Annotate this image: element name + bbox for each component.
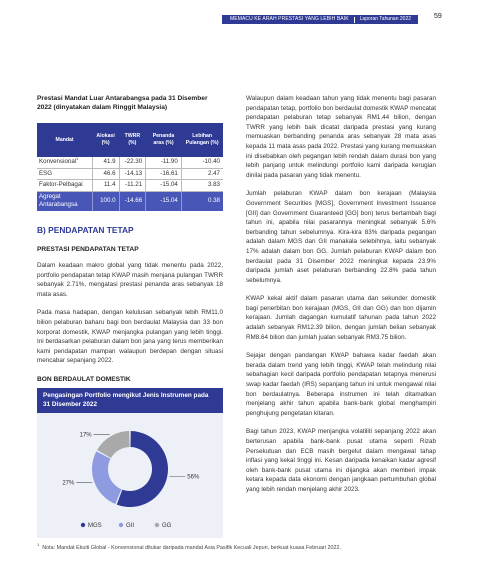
col-header-alokasi: Alokasi (%) [92, 123, 119, 157]
legend-marker-gg [155, 523, 159, 527]
legend-marker-gii [119, 523, 123, 527]
cell-penanda: -15.04 [146, 191, 182, 211]
cell-twrr: -14.66 [119, 191, 146, 211]
body-paragraph: Dalam keadaan makro global yang tidak menentu pada 2022, portfolio pendapatan tetap KWAP masih menjana pulangan TWRR sebanyak 2.71%, mengatasi prestasi penanda aras sebanyak 18 mata asas. [37, 261, 223, 298]
row-label: ESG [37, 168, 92, 180]
body-paragraph: Jumlah pelaburan KWAP dalam bon kerajaan (Malaysia Government Securities [MGS], Government Investment Issuance [GII] dan Government Guaranteed [GG] bon) terus bertambah bagi tahun ini, apabila nilai pasarannya meningkat sebanyak 5.6% berbanding tahun sebelumnya. Kira-kira 83% daripada pegangan adalah dalam MGS dan GII manakala selebihnya, iaitu sebanyak 17% adalah dalam bon GG. Jumlah pelaburan KWAP dalam bon berdaulat pada 31 Disember 2022 meningkat kepada 23.9% daripada jumlah aset pelaburan berbanding 22.8% pada tahun sebelumnya. [246, 190, 436, 284]
cell-lebihan: 3.83 [181, 180, 223, 192]
subheading-bon: BON BERDAULAT DOMESTIK [37, 375, 131, 383]
running-header [222, 15, 418, 24]
header-report-title: Laporan Tahunan 2022 [359, 16, 412, 22]
section-heading: B) PENDAPATAN TETAP [37, 224, 134, 235]
cell-lebihan: -10.40 [181, 157, 223, 168]
pie-chart [37, 413, 223, 538]
left-column [37, 94, 223, 538]
body-paragraph: Walaupun dalam keadaan tahun yang tidak menentu bagi pasaran pendapatan tetap, portfolio bon berdaulat domestik KWAP mencatat pendapatan pelaburan tetap sebanyak RM1.44 bilion, dengan TWRR yang lebih baik dicatat daripada prestasi yang kurang memuaskan berbanding penanda aras sebanyak 28 mata asas kepada 11 mata asas pada 2022. Prestasi yang kurang memuaskan ini disebabkan oleh pegangan lebih rendah dalam durasi bon yang lebih panjang untuk melindungi portfolio kami daripada kerugian dinilai pada pasaran yang tidak menentu. [246, 95, 436, 179]
cell-alokasi: 11.4 [92, 180, 119, 192]
data-label-mgs: 56% [187, 474, 200, 481]
col-header-penanda: Penanda aras (%) [146, 123, 182, 157]
data-label-gg: 17% [79, 432, 92, 439]
right-column [246, 94, 436, 504]
cell-twrr: -11.21 [119, 180, 146, 192]
cell-twrr: -22.30 [119, 157, 146, 168]
data-label-gii: 27% [62, 480, 75, 487]
table-row [37, 180, 223, 192]
table-header-row [37, 123, 223, 157]
table-row [37, 168, 223, 180]
legend-marker-mgs [81, 523, 85, 527]
cell-penanda: -11.90 [146, 157, 182, 168]
header-section-title: MEMACU KE ARAH PRESTASI YANG LEBIH BAIK [230, 16, 349, 22]
legend-label-mgs: MGS [88, 523, 102, 530]
cell-penanda: -15.04 [146, 180, 182, 192]
row-label: Faktor-Pelbagai [37, 180, 92, 192]
col-header-lebihan: Lebihan Pulangan (%) [181, 123, 223, 157]
footnote [37, 542, 437, 552]
legend-label-gii: GII [126, 523, 135, 530]
pie-chart-panel [37, 388, 223, 538]
col-header-twrr: TWRR (%) [119, 123, 146, 157]
legend-label-gg: GG [162, 523, 172, 530]
row-label: Konvensional$^1$ [37, 157, 92, 168]
table-row [37, 157, 223, 168]
body-paragraph: Sejajar dengan pandangan KWAP bahawa kadar faedah akan berada dalam trend yang lebih tinggi, KWAP telah melindung nilai sebahagian kecil daripada portfolio pendapatan tetapnya menerusi swap kadar faedah (IRS) sepanjang tahun ini untuk mengawal nilai bon berdaulatnya. Beberapa instrumen ini telah ditamatkan menjelang akhir tahun apabila bank-bank global menghampiri penghujung pengetatan kitaran. [246, 352, 436, 417]
cell-lebihan: 0.38 [181, 191, 223, 211]
cell-lebihan: 2.47 [181, 168, 223, 180]
page-number: 59 [434, 13, 442, 20]
table-title: Prestasi Mandat Luar Antarabangsa pada 31 Disember 2022 (dinyatakan dalam Ringgit Malaysia) [37, 95, 208, 111]
footnote-number: 1 [37, 542, 40, 548]
cell-twrr: -14.13 [119, 168, 146, 180]
pie-slice-gii [92, 451, 121, 504]
cell-alokasi: 100.0 [92, 191, 119, 211]
row-label: Agregat Antarabangsa [37, 191, 92, 211]
footnote-marker: 1 [76, 155, 79, 161]
subheading-prestasi: PRESTASI PENDAPATAN TETAP [37, 245, 139, 253]
pie-slice-gg [97, 431, 129, 458]
header-divider [354, 17, 355, 23]
cell-alokasi: 41.9 [92, 157, 119, 168]
body-paragraph: KWAP kekal aktif dalam pasaran utama dan sekunder domestik bagi penerbitan bon kerajaan (MGS, GII dan GG) dan bon dijamin kerajaan. Jumlah dagangan kumulatif tahunan pada tahun 2022 adalah sebanyak RM12.39 bilion, dengan jumlah belian sebanyak RM8.64 bilion dan jumlah jualan sebanyak RM3.75 bilion. [246, 295, 436, 341]
chart-title: Pengasingan Portfolio mengikut Jenis Instrumen pada 31 Disember 2022 [37, 388, 223, 413]
cell-alokasi: 46.6 [92, 168, 119, 180]
col-header-mandat: Mandat [37, 123, 92, 157]
cell-penanda: -16.61 [146, 168, 182, 180]
body-paragraph: Bagi tahun 2023, KWAP menjangka volatiliti sepanjang 2022 akan berterusan apabila bank-bank pusat utama seperti Rizab Persekutuan dan ECB masih bergelut dalam mengawal tahap inflasi yang kekal tinggi ini. Kesan daripada kenaikan kadar agresif oleh bank-bank pusat utama ini dijangka akan memberi impak ketara kepada data ekonomi dengan jangkaan pertumbuhan global yang lebih rendah menjelang akhir 2023. [246, 428, 436, 493]
body-paragraph: Pada masa hadapan, dengan kelulusan sebanyak lebih RM11.0 bilion pelaburan baharu bagi bon berdaulat Malaysia dan 33 bon korporat domestik, KWAP menjangka pulangan yang lebih tinggi. Ini berdasarkan pelaburan dalam bon jana yang terus memberikan kami pendapatan mampan walaupun berdepan dengan situasi mencabar sepanjang 2022. [37, 309, 223, 365]
footnote-text: Nota: Mandat Ekuiti Global - Konvensional ditukar daripada mandat Asia Pasifik Kecuali Jepun, berkuat kuasa Februari 2022. [42, 545, 341, 551]
aggregate-row [37, 191, 223, 211]
performance-table [37, 123, 223, 211]
